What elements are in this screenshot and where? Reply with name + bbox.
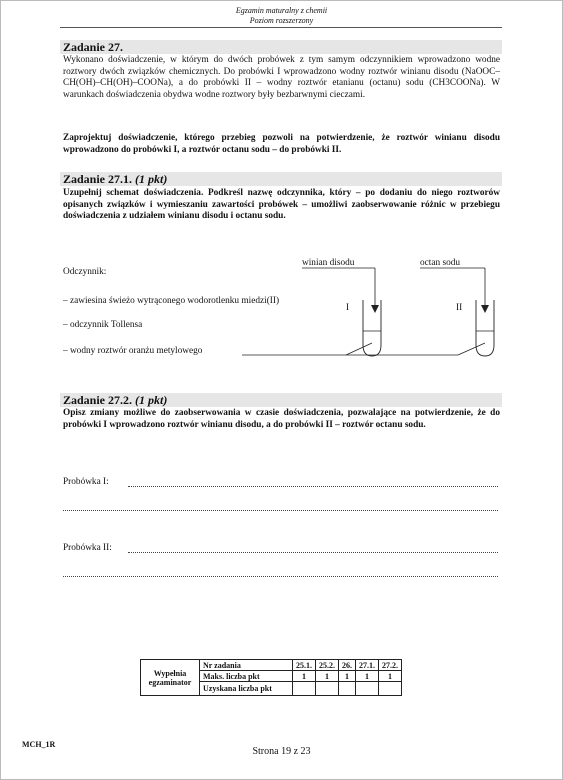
task27-title: Zadanie 27. (63, 40, 124, 54)
task-nr-cell: 27.1. (356, 660, 379, 671)
tube-2-answer-line-1[interactable] (128, 552, 498, 553)
reagent-option-methyl-orange[interactable]: – wodny roztwór oranżu metylowego (63, 346, 203, 356)
row-label-max-points: Maks. liczba pkt (200, 671, 293, 682)
obtained-points-cell[interactable] (339, 682, 356, 696)
task27-2-instruction: Opisz zmiany możliwe do zaobserwowania w czasie doświadczenia, pozwalające na potwierdzenie, że do probówki I wprowadzono roztwór winianu disodu, a do probówki II – roztwór octanu sodu. (63, 408, 500, 430)
label-tartrate: winian disodu (302, 258, 355, 268)
row-label-task-nr: Nr zadania (200, 660, 293, 671)
obtained-points-cell[interactable] (379, 682, 402, 696)
task-nr-cell: 25.1. (293, 660, 316, 671)
task27-instruction: Zaprojektuj doświadczenie, którego przebieg pozwoli na potwierdzenie, że roztwór winianu disodu wprowadzono do probówki I, a roztwór octanu sodu – do probówki II. (63, 133, 500, 155)
label-acetate: octan sodu (420, 258, 461, 268)
max-points-cell: 1 (316, 671, 339, 682)
tube-1-label: I (346, 303, 350, 313)
tube-2-label: II (456, 303, 463, 313)
tube-1-answer-line-2[interactable] (63, 510, 498, 511)
obtained-points-cell[interactable] (316, 682, 339, 696)
max-points-cell: 1 (379, 671, 402, 682)
obtained-points-cell[interactable] (356, 682, 379, 696)
max-points-cell: 1 (356, 671, 379, 682)
task27-1-instruction: Uzupełnij schemat doświadczenia. Podkreśl nazwę odczynnika, który – po dodaniu do niego roztworów opisanych związków i wymieszaniu zawartości probówek – umożliwi zaobserwowanie różnic w przebiegu doświadczenia z udziałem winianu disodu i octanu sodu. (63, 188, 500, 221)
header-level: Poziom rozszerzony (249, 16, 314, 25)
reagent-option-copper-hydroxide[interactable]: – zawiesina świeżo wytrąconego wodorotlenku miedzi(II) (63, 296, 280, 306)
header-exam-title: Egzamin maturalny z chemii (235, 6, 328, 15)
max-points-cell: 1 (293, 671, 316, 682)
tube-2-answer-label: Probówka II: (63, 543, 112, 553)
task-nr-cell: 26. (339, 660, 356, 671)
reagent-label: Odczynnik: (63, 267, 107, 277)
obtained-points-cell[interactable] (293, 682, 316, 696)
task-nr-cell: 27.2. (379, 660, 402, 671)
task27-2-heading-text (63, 393, 167, 407)
task27-2-points: (1 pkt) (135, 393, 168, 407)
reagent-option-tollens[interactable]: – odczynnik Tollensa (63, 320, 143, 330)
filled-by-label: Wypełnia egzaminator (141, 660, 200, 696)
page-number: Strona 19 z 23 (252, 746, 311, 757)
max-points-cell: 1 (339, 671, 356, 682)
exam-code: MCH_1R (22, 740, 56, 749)
score-table (140, 659, 402, 696)
task27-2-heading-bar (60, 393, 502, 407)
tube-1-answer-line-1[interactable] (128, 486, 498, 487)
task27-intro: Wykonano doświadczenie, w którym do dwóch probówek z tym samym odczynnikiem wprowadzono wodne roztwory dwóch związków chemicznych. Do probówki I wprowadzono wodny roztwór winianu disodu (NaOOC–CH(OH)–CH(OH)–COONa), a do probówki II – wodny roztwór etanianu (octanu) sodu (CH3COONa). W warunkach doświadczenia obydwa wodne roztwory były bezbarwnymi cieczami. (63, 55, 500, 100)
row-label-obtained-points: Uzyskana liczba pkt (200, 682, 293, 696)
task-nr-cell: 25.2. (316, 660, 339, 671)
task27-1-title: Zadanie 27.1. (63, 172, 133, 186)
task27-2-title: Zadanie 27.2. (63, 393, 133, 407)
tube-1-answer-label: Probówka I: (63, 477, 109, 487)
task27-1-points: (1 pkt) (135, 172, 168, 186)
tube-2-answer-line-2[interactable] (63, 576, 498, 577)
